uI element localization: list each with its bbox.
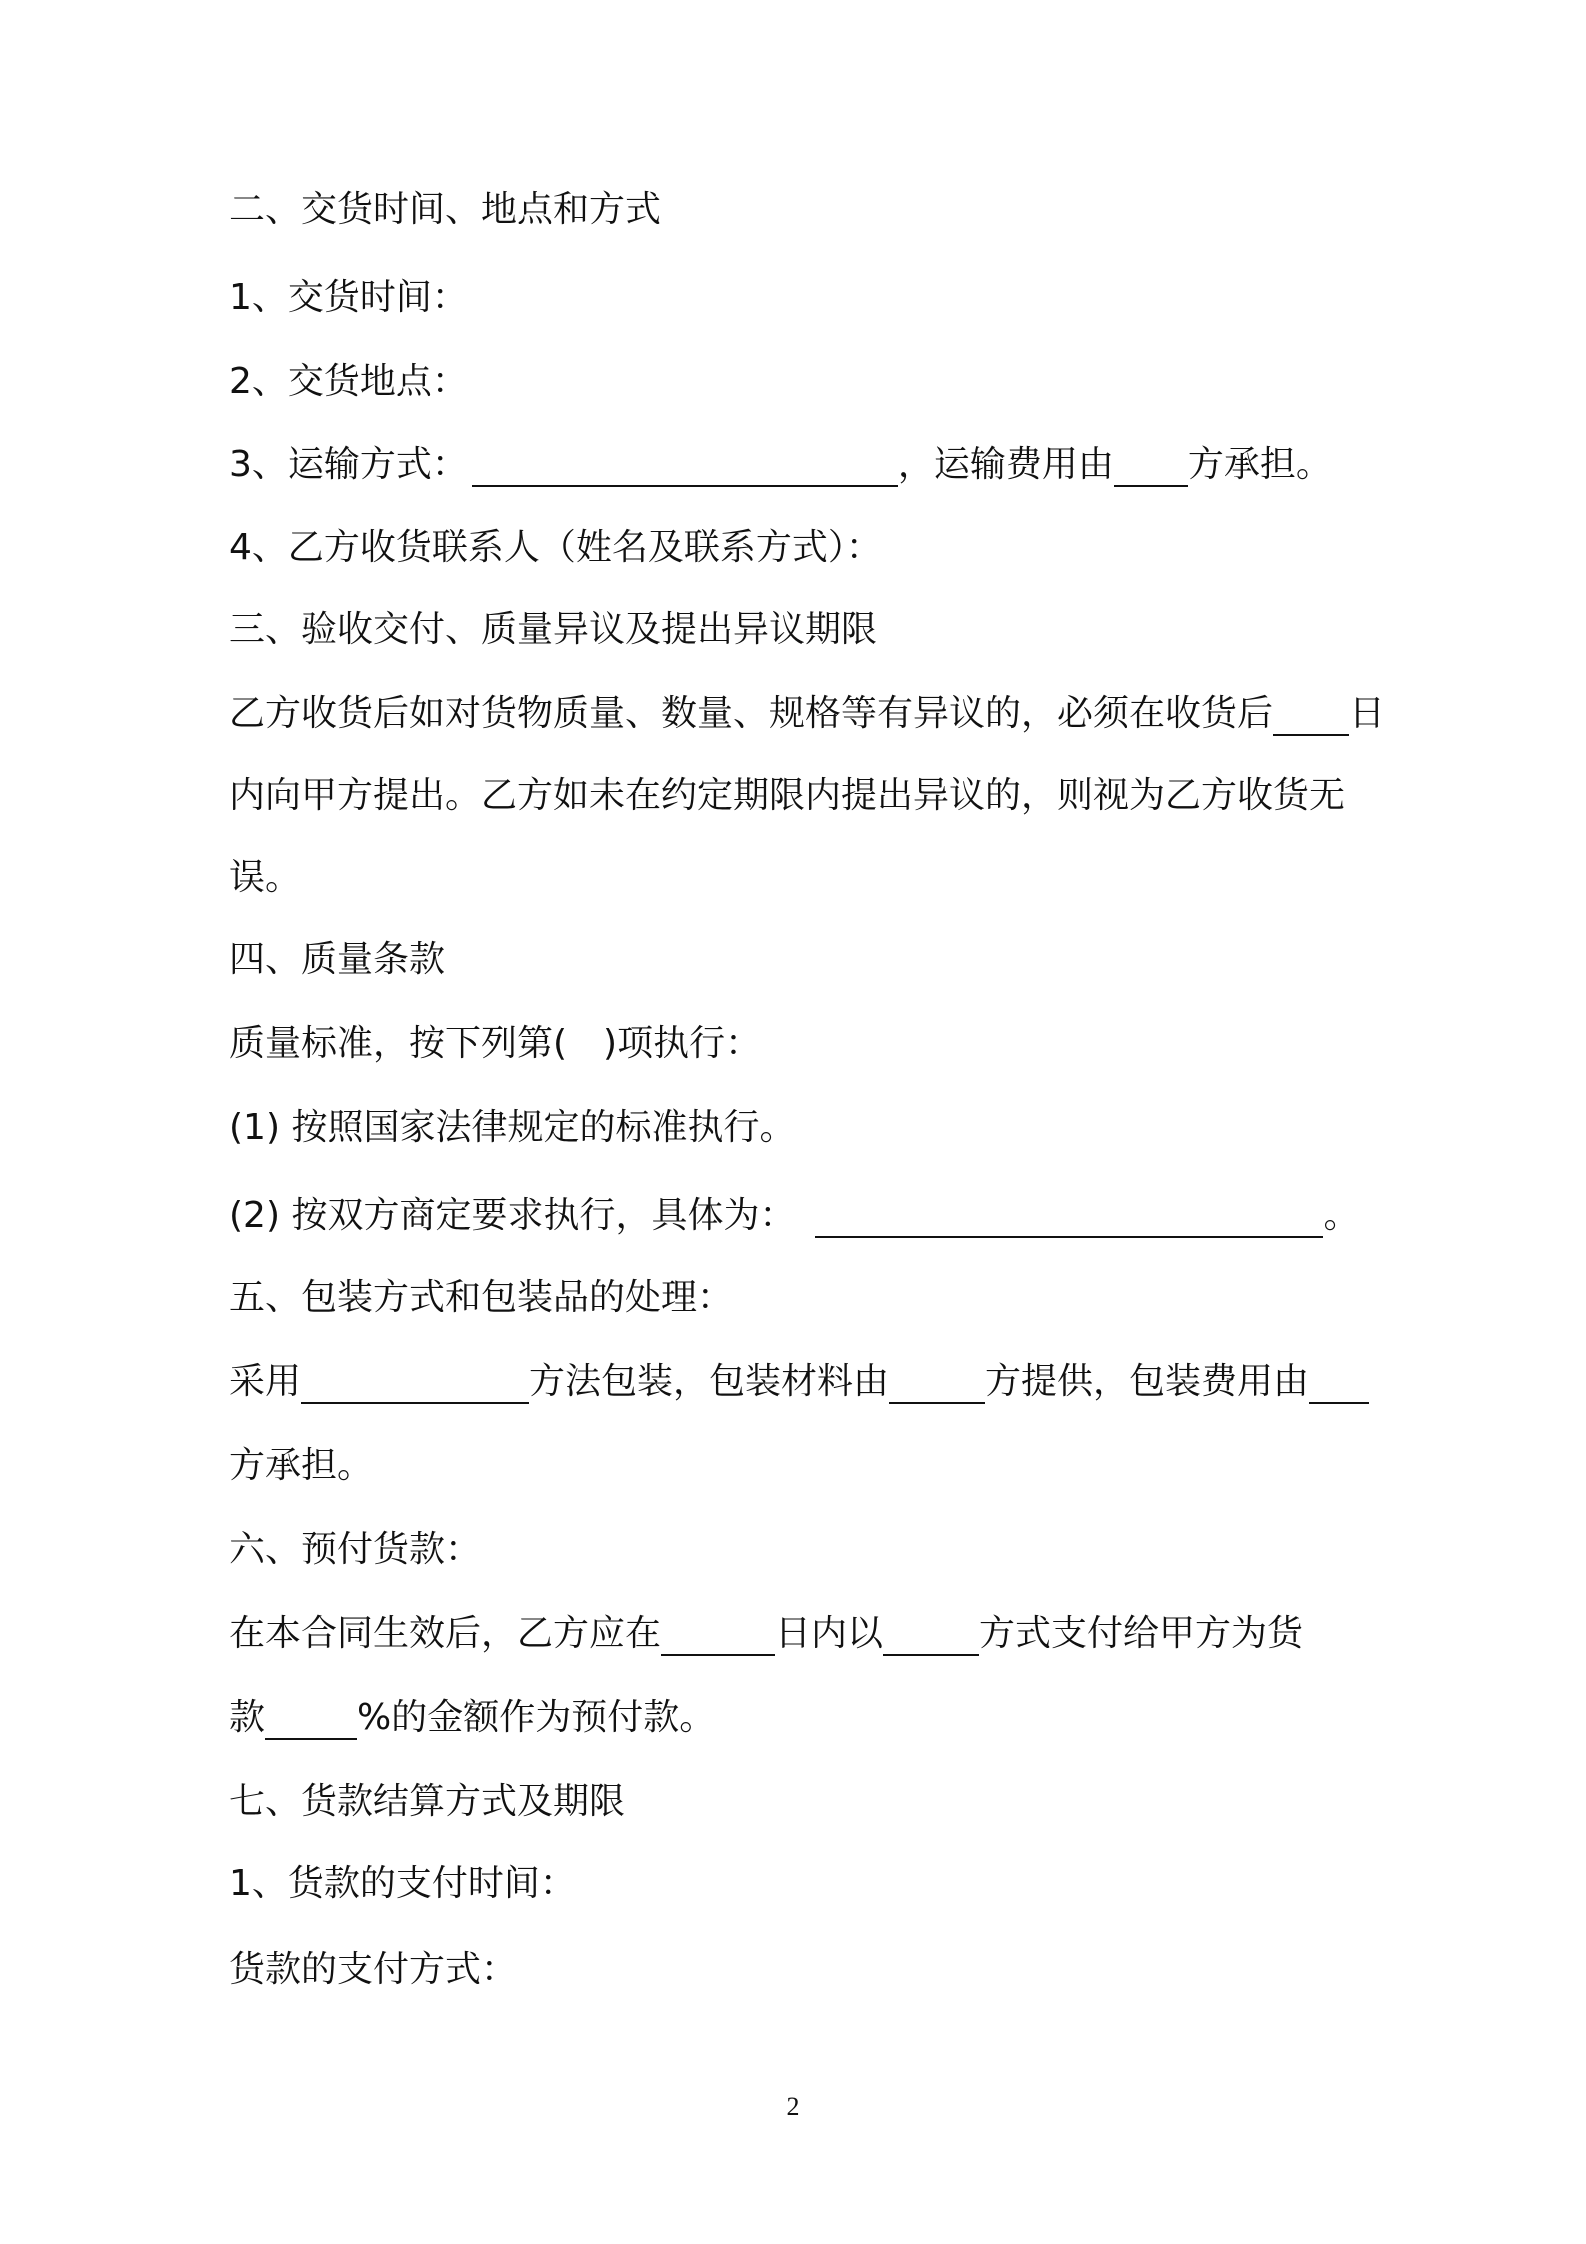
receiver-contact-field: 4、乙方收货联系人（姓名及联系方式）： [229, 527, 882, 568]
packaging-method-blank[interactable] [301, 1362, 529, 1404]
packaging-material-party-blank[interactable] [889, 1362, 985, 1404]
quality-option-2-label: (2) 按双方商定要求执行，具体为： [229, 1195, 796, 1236]
payment-method-field: 货款的支付方式： [229, 1949, 518, 1990]
transport-method-blank[interactable] [472, 445, 898, 487]
transport-cost-party-blank[interactable] [1114, 445, 1188, 487]
delivery-place-field: 2、交货地点： [229, 361, 468, 402]
objection-paragraph-line3: 误。 [229, 857, 302, 898]
section-2-title: 二、交货时间、地点和方式 [229, 189, 662, 230]
delivery-time-field: 1、交货时间： [229, 277, 468, 318]
section-5-title: 五、包装方式和包装品的处理： [229, 1277, 734, 1318]
quality-standard-line [229, 1022, 761, 1066]
prepayment-line2-suffix: %的金额作为预付款。 [357, 1697, 716, 1738]
transport-cost-suffix: 方承担。 [1187, 444, 1332, 485]
transport-line [229, 443, 1332, 487]
packaging-material-label: 方法包装，包装材料由 [529, 1361, 890, 1402]
prepayment-percent-blank[interactable] [265, 1698, 357, 1740]
objection-days-unit: 日 [1349, 693, 1386, 734]
section-3-title: 三、验收交付、质量异议及提出异议期限 [229, 609, 878, 650]
prepayment-method-blank[interactable] [883, 1614, 979, 1656]
quality-standard-label: 质量标准，按下列第( [229, 1023, 568, 1064]
quality-option-1: (1) 按照国家法律规定的标准执行。 [229, 1107, 796, 1148]
objection-text: 乙方收货后如对货物质量、数量、规格等有异议的，必须在收货后 [229, 693, 1274, 734]
prepayment-days-unit: 日内以 [775, 1613, 884, 1654]
payment-time-field: 1、货款的支付时间： [229, 1863, 576, 1904]
transport-cost-label: ，运输费用由 [897, 444, 1114, 485]
prepayment-method-suffix: 方式支付给甲方为货 [979, 1613, 1304, 1654]
page-number: 2 [786, 2092, 800, 2121]
quality-option-2-end: 。 [1323, 1195, 1360, 1236]
prepayment-days-blank[interactable] [661, 1614, 775, 1656]
packaging-line2: 方承担。 [229, 1445, 374, 1486]
prepayment-line2-prefix: 款 [229, 1697, 266, 1738]
section-7-title: 七、货款结算方式及期限 [229, 1781, 626, 1822]
packaging-cost-label: 方提供，包装费用由 [985, 1361, 1310, 1402]
quality-standard-suffix: )项执行： [603, 1023, 762, 1064]
packaging-line1 [229, 1360, 1369, 1404]
quality-option-2 [229, 1194, 1359, 1238]
prepayment-line2 [229, 1696, 715, 1740]
quality-requirement-blank[interactable] [815, 1196, 1323, 1238]
prepayment-line1 [229, 1612, 1303, 1656]
objection-paragraph-line1 [229, 692, 1385, 736]
packaging-cost-party-blank[interactable] [1309, 1362, 1369, 1404]
objection-days-blank[interactable] [1273, 694, 1349, 736]
packaging-prefix: 采用 [229, 1361, 302, 1402]
section-6-title: 六、预付货款： [229, 1529, 482, 1570]
prepayment-text: 在本合同生效后，乙方应在 [229, 1613, 662, 1654]
section-4-title: 四、质量条款 [229, 939, 446, 980]
transport-method-label: 3、运输方式： [229, 444, 468, 485]
objection-paragraph-line2: 内向甲方提出。乙方如未在约定期限内提出异议的，则视为乙方收货无 [229, 775, 1346, 816]
